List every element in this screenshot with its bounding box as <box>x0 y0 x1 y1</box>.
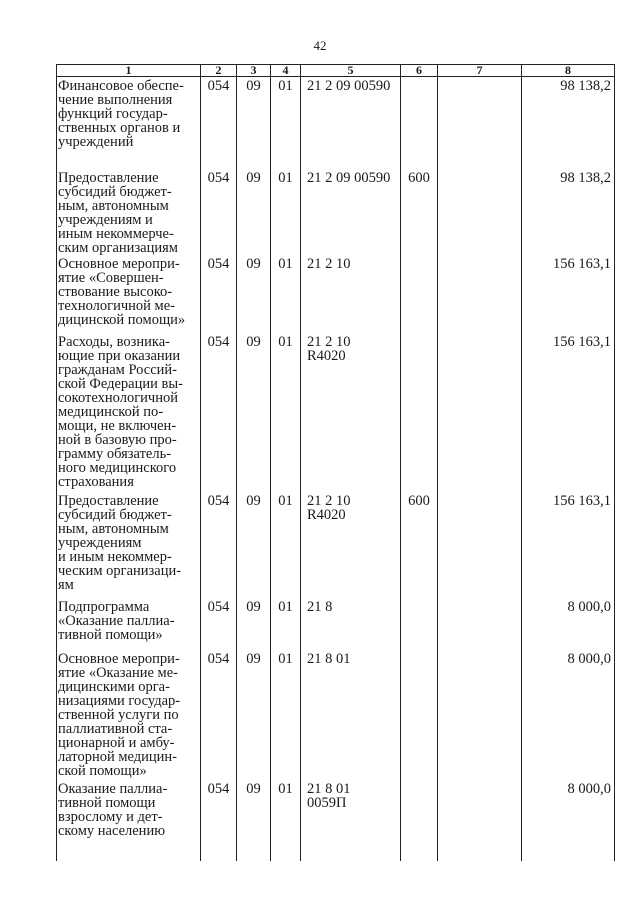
row-name-line: учреждениям и <box>58 212 153 228</box>
row-name-cell <box>57 333 201 492</box>
subsection-cell: 01 <box>271 333 301 492</box>
column-header: 4 <box>271 65 301 77</box>
row-name-line: медицинской по- <box>58 404 164 420</box>
target-article-line: 21 2 09 00590 <box>307 170 391 186</box>
row-name-cell <box>57 255 201 333</box>
amount-cell: 8 000,0 <box>522 650 615 780</box>
table-row <box>57 650 615 780</box>
grbs-cell: 054 <box>201 492 237 598</box>
row-name-line: учреждений <box>58 134 134 150</box>
amount-cell: 98 138,2 <box>522 169 615 255</box>
expense-type-cell: 600 <box>401 169 438 255</box>
column-header: 8 <box>522 65 615 77</box>
target-article-line: 21 2 10 <box>307 334 351 350</box>
table-row <box>57 255 615 333</box>
row-name-line: «Оказание паллиа- <box>58 613 175 629</box>
column-7-cell <box>438 77 522 170</box>
subsection-cell: 01 <box>271 492 301 598</box>
section-cell: 09 <box>237 598 271 650</box>
column-header: 1 <box>57 65 201 77</box>
table-row <box>57 492 615 598</box>
column-7-cell <box>438 492 522 598</box>
grbs-cell: 054 <box>201 77 237 170</box>
row-name-line: ной в базовую про- <box>58 432 177 448</box>
row-name-line: иным некоммерче- <box>58 226 174 242</box>
section-cell: 09 <box>237 333 271 492</box>
amount-cell: 8 000,0 <box>522 598 615 650</box>
row-name-line: и иным некоммер- <box>58 549 172 565</box>
target-article-line: R4020 <box>307 507 346 523</box>
subsection-cell: 01 <box>271 780 301 861</box>
column-header: 3 <box>237 65 271 77</box>
row-name-line: мощи, не включен- <box>58 418 177 434</box>
row-name-line: ционарной и амбу- <box>58 735 175 751</box>
target-article-cell <box>301 333 401 492</box>
subsection-cell: 01 <box>271 169 301 255</box>
table-row <box>57 333 615 492</box>
table-row <box>57 780 615 861</box>
target-article-line: 21 2 09 00590 <box>307 78 391 94</box>
row-name-line: ственных органов и <box>58 120 181 136</box>
amount-cell: 98 138,2 <box>522 77 615 170</box>
row-name-line: ческим организаци- <box>58 563 182 579</box>
target-article-line: 21 8 01 <box>307 651 351 667</box>
section-cell: 09 <box>237 492 271 598</box>
table-row <box>57 77 615 170</box>
row-name-line: ным, автономным <box>58 198 169 214</box>
budget-table <box>56 64 615 861</box>
target-article-cell <box>301 492 401 598</box>
amount-cell: 156 163,1 <box>522 333 615 492</box>
target-article-cell <box>301 598 401 650</box>
row-name-line: ным, автономным <box>58 521 169 537</box>
amount-cell: 156 163,1 <box>522 492 615 598</box>
amount-cell: 8 000,0 <box>522 780 615 861</box>
row-name-line: страхования <box>58 474 134 490</box>
target-article-cell <box>301 780 401 861</box>
row-name-line: Подпрограмма <box>58 599 150 615</box>
row-name-line: Предоставление <box>58 493 159 509</box>
grbs-cell: 054 <box>201 255 237 333</box>
table-header-row <box>57 65 615 77</box>
target-article-cell <box>301 77 401 170</box>
row-name-line: гражданам Россий- <box>58 362 177 378</box>
grbs-cell: 054 <box>201 169 237 255</box>
target-article-line: 21 2 10 <box>307 493 351 509</box>
table-body <box>57 77 615 862</box>
row-name-line: субсидий бюджет- <box>58 507 172 523</box>
expense-type-cell <box>401 77 438 170</box>
row-name-line: ской Федерации вы- <box>58 376 183 392</box>
row-name-line: паллиативной ста- <box>58 721 173 737</box>
row-name-line: Предоставление <box>58 170 159 186</box>
row-name-line: ственной услуги по <box>58 707 179 723</box>
section-cell: 09 <box>237 255 271 333</box>
row-name-line: латорной медицин- <box>58 749 178 765</box>
row-name-line: дицинской помощи» <box>58 312 186 328</box>
column-7-cell <box>438 255 522 333</box>
expense-type-cell <box>401 598 438 650</box>
amount-cell: 156 163,1 <box>522 255 615 333</box>
row-name-line: чение выполнения <box>58 92 173 108</box>
section-cell: 09 <box>237 169 271 255</box>
row-name-cell <box>57 169 201 255</box>
row-name-line: субсидий бюджет- <box>58 184 172 200</box>
row-name-line: ятие «Оказание ме- <box>58 665 178 681</box>
row-name-line: Финансовое обеспе- <box>58 78 184 94</box>
row-name-line: функций государ- <box>58 106 168 122</box>
page-number: 42 <box>313 38 327 53</box>
row-name-line: Оказание паллиа- <box>58 781 168 797</box>
row-name-cell <box>57 780 201 861</box>
row-name-line: учреждениям <box>58 535 142 551</box>
row-name-line: ющие при оказании <box>58 348 181 364</box>
grbs-cell: 054 <box>201 333 237 492</box>
column-7-cell <box>438 780 522 861</box>
row-name-line: Расходы, возника- <box>58 334 170 350</box>
section-cell: 09 <box>237 650 271 780</box>
target-article-line: 21 8 01 <box>307 781 351 797</box>
row-name-cell <box>57 650 201 780</box>
row-name-line: дицинскими орга- <box>58 679 170 695</box>
grbs-cell: 054 <box>201 650 237 780</box>
row-name-line: взрослому и дет- <box>58 809 163 825</box>
table-row <box>57 169 615 255</box>
expense-type-cell <box>401 333 438 492</box>
row-name-line: ской помощи» <box>58 763 147 779</box>
grbs-cell: 054 <box>201 780 237 861</box>
row-name-line: ям <box>58 577 74 593</box>
row-name-line: ствование высоко- <box>58 284 173 300</box>
expense-type-cell <box>401 650 438 780</box>
row-name-cell <box>57 492 201 598</box>
row-name-line: Основное меропри- <box>58 256 180 272</box>
row-name-cell <box>57 77 201 170</box>
column-header: 6 <box>401 65 438 77</box>
subsection-cell: 01 <box>271 77 301 170</box>
row-name-line: ским организациям <box>58 240 178 256</box>
row-name-line: ятие «Совершен- <box>58 270 164 286</box>
section-cell: 09 <box>237 780 271 861</box>
row-name-line: ного медицинского <box>58 460 177 476</box>
section-cell: 09 <box>237 77 271 170</box>
row-name-line: скому населению <box>58 823 166 839</box>
expense-type-cell <box>401 780 438 861</box>
row-name-line: Основное меропри- <box>58 651 180 667</box>
column-header: 7 <box>438 65 522 77</box>
target-article-line: 21 2 10 <box>307 256 351 272</box>
target-article-line: 21 8 <box>307 599 333 615</box>
column-7-cell <box>438 333 522 492</box>
subsection-cell: 01 <box>271 598 301 650</box>
grbs-cell: 054 <box>201 598 237 650</box>
row-name-line: грамму обязатель- <box>58 446 172 462</box>
column-7-cell <box>438 169 522 255</box>
row-name-cell <box>57 598 201 650</box>
target-article-line: R4020 <box>307 348 346 364</box>
expense-type-cell <box>401 255 438 333</box>
target-article-line: 0059П <box>307 795 347 811</box>
column-header: 5 <box>301 65 401 77</box>
row-name-line: тивной помощи» <box>58 627 163 643</box>
row-name-line: сокотехнологичной <box>58 390 178 406</box>
row-name-line: низациями государ- <box>58 693 181 709</box>
column-7-cell <box>438 598 522 650</box>
target-article-cell <box>301 169 401 255</box>
expense-type-cell: 600 <box>401 492 438 598</box>
table-row <box>57 598 615 650</box>
subsection-cell: 01 <box>271 650 301 780</box>
subsection-cell: 01 <box>271 255 301 333</box>
target-article-cell <box>301 255 401 333</box>
column-header: 2 <box>201 65 237 77</box>
row-name-line: тивной помощи <box>58 795 156 811</box>
column-7-cell <box>438 650 522 780</box>
target-article-cell <box>301 650 401 780</box>
row-name-line: технологичной ме- <box>58 298 175 314</box>
